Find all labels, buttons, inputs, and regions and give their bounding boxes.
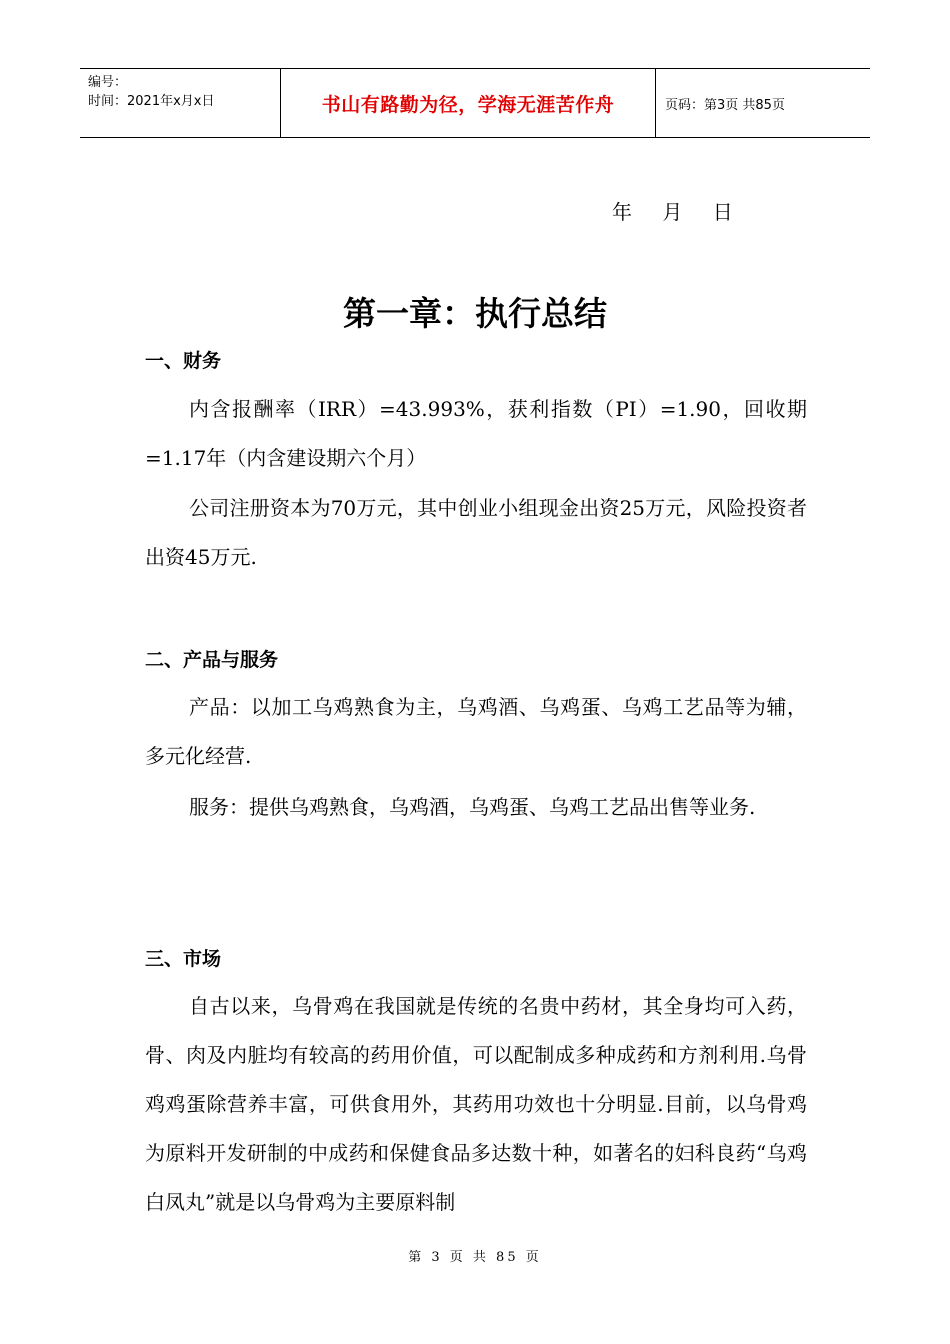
header-motto: 书山有路勤为径，学海无涯苦作舟 <box>321 93 615 116</box>
section-heading-products: 二、产品与服务 <box>145 649 279 671</box>
products-paragraph-2: 服务：提供乌鸡熟食，乌鸡酒，乌鸡蛋、乌鸡工艺品出售等业务. <box>189 795 756 819</box>
finance-paragraph-1: 内含报酬率（IRR）=43.993%，获利指数（PI）=1.90，回收期=1.17年（内含建设期六个月） <box>145 397 807 470</box>
header-page-code <box>655 69 870 137</box>
date-day: 日 <box>712 200 735 224</box>
page-footer: 第 3 页 共 85 页 <box>408 1250 542 1265</box>
header-motto-cell <box>280 69 656 137</box>
date-year: 年 <box>612 200 634 224</box>
chapter-title: 第一章：执行总结 <box>343 294 607 333</box>
date-month: 月 <box>662 200 685 224</box>
section-heading-market: 三、市场 <box>145 948 222 970</box>
page-code-text: 页码：第3页 共85页 <box>665 97 785 113</box>
number-label: 编号： <box>88 75 128 90</box>
products-paragraph-1: 产品：以加工乌鸡熟食为主，乌鸡酒、乌鸡蛋、乌鸡工艺品等为辅，多元化经营. <box>145 695 807 768</box>
date-line <box>612 196 755 225</box>
page-header <box>80 68 870 138</box>
section-heading-finance: 一、财务 <box>145 350 222 372</box>
header-meta <box>80 69 280 137</box>
finance-paragraph-2: 公司注册资本为70万元，其中创业小组现金出资25万元，风险投资者出资45万元. <box>145 496 807 569</box>
time-label: 时间：2021年x月x日 <box>88 94 215 109</box>
market-paragraph-1: 自古以来，乌骨鸡在我国就是传统的名贵中药材，其全身均可入药，骨、肉及内脏均有较高的药用价值，可以配制成多种成药和方剂利用.乌骨鸡鸡蛋除营养丰富，可供食用外，其药用功效也十分明显.目前，以乌骨鸡为原料开发研制的中成药和保健食品多达数十种，如著名的妇科良药“乌鸡白凤丸”就是以乌骨鸡为主要原料制 <box>145 994 807 1214</box>
